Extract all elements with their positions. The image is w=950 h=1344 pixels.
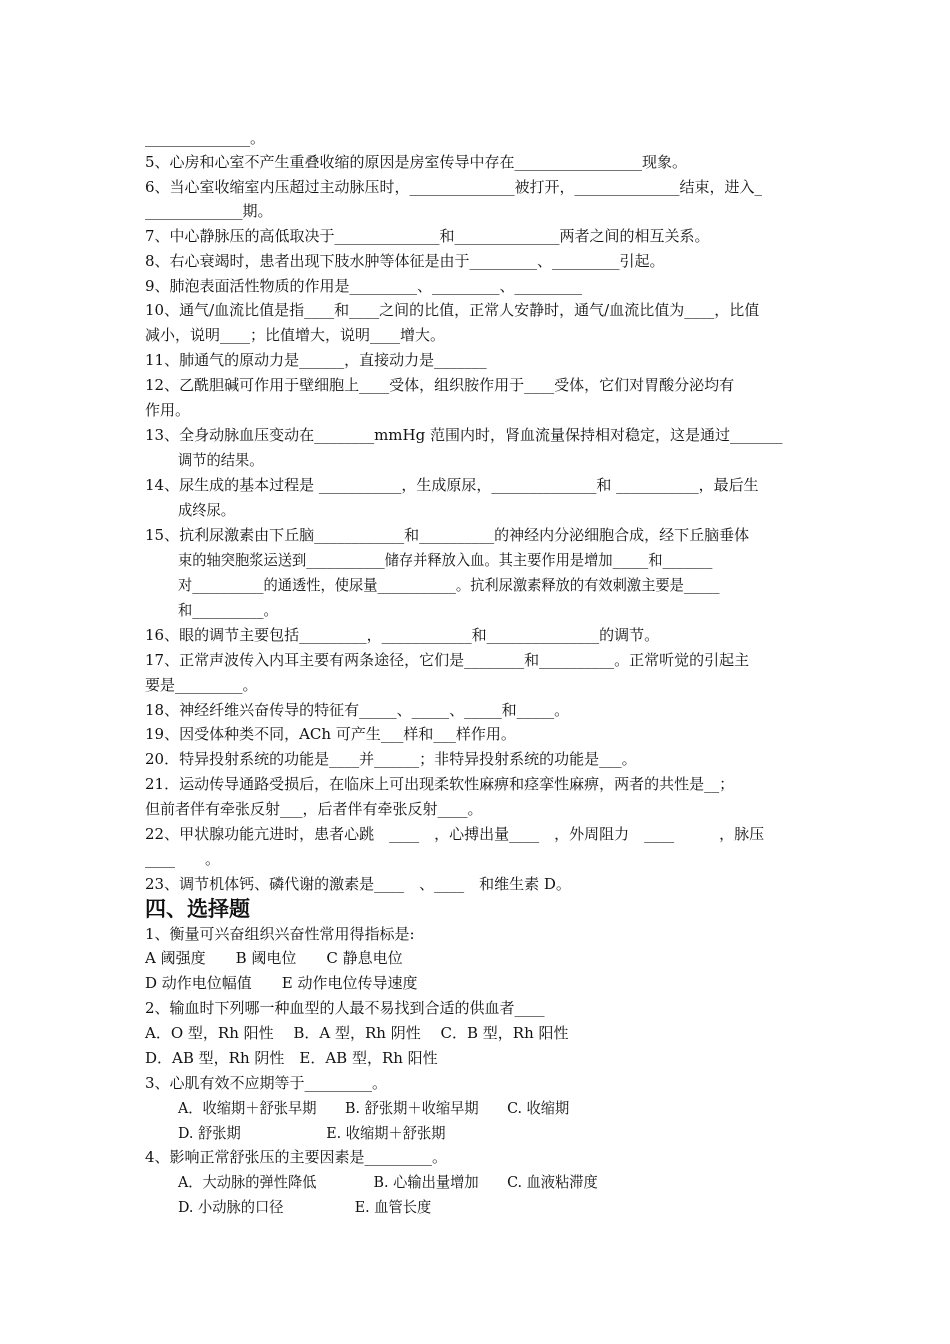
section-heading: 四、选择题 xyxy=(145,896,250,921)
text-line: 13、全身动脉血压变动在________mmHg 范围内时，肾血流量保持相对稳定，这是通过_______ xyxy=(145,426,783,444)
text-line: 1、衡量可兴奋组织兴奋性常用得指标是: xyxy=(145,925,415,943)
text-line: 20．特异投射系统的功能是____并______；非特异投射系统的功能是___。 xyxy=(145,750,637,768)
text-line: D．AB 型，Rh 阴性 E．AB 型，Rh 阳性 xyxy=(145,1049,438,1067)
text-line: 2、输血时下列哪一种血型的人最不易找到合适的供血者____ xyxy=(145,999,545,1017)
text-line: 成终尿。 xyxy=(178,501,236,519)
text-line: 23、调节机体钙、磷代谢的激素是____ 、____ 和维生素 D。 xyxy=(145,875,571,893)
text-line: A 阈强度 B 阈电位 C 静息电位 xyxy=(145,949,403,967)
text-line: 22、甲状腺功能亢进时，患者心跳 ____ ，心搏出量____ ，外周阻力 ____ ，脉压 xyxy=(145,825,765,843)
text-line: 减小，说明____；比值增大，说明____增大。 xyxy=(145,326,446,344)
text-line: 10、通气/血流比值是指____和____之间的比值，正常人安静时，通气/血流比值为____，比值 xyxy=(145,301,760,319)
text-line: D. 小动脉的口径 E. 血管长度 xyxy=(178,1198,432,1216)
text-line: 8、右心衰竭时，患者出现下肢水肿等体征是由于_________、_________引起。 xyxy=(145,252,665,270)
text-line: D. 舒张期 E. 收缩期＋舒张期 xyxy=(178,1124,446,1142)
text-line: 6、当心室收缩室内压超过主动脉压时，______________被打开，______________结束，进入_ xyxy=(145,178,763,196)
text-line: A．大动脉的弹性降低 B. 心输出量增加 C. 血液粘滞度 xyxy=(178,1173,598,1191)
text-line: 18、神经纤维兴奋传导的特征有_____、_____、_____和_____。 xyxy=(145,701,570,719)
text-line: 但前者伴有牵张反射___，后者伴有牵张反射____。 xyxy=(145,800,483,818)
text-line: 和__________。 xyxy=(178,601,278,619)
text-line: 9、肺泡表面活性物质的作用是_________、_________、_________ xyxy=(145,277,583,295)
text-line: ____ 。 xyxy=(145,850,221,868)
text-line: A．O 型，Rh 阳性 B．A 型，Rh 阴性 C．B 型，Rh 阳性 xyxy=(145,1024,569,1042)
text-line: 11、肺通气的原动力是______，直接动力是_______ xyxy=(145,351,487,369)
text-line: 16、眼的调节主要包括_________，____________和_______________的调节。 xyxy=(145,626,660,644)
text-line: 对__________的通透性，使尿量___________。抗利尿激素释放的有效刺激主要是_____ xyxy=(178,576,720,594)
text-line: 17、正常声波传入内耳主要有两条途径，它们是________和__________。正常听觉的引起主 xyxy=(145,651,750,669)
text-line: 要是_________。 xyxy=(145,676,258,694)
text-line: 作用。 xyxy=(145,401,191,419)
text-line: 15、抗利尿激素由下丘脑____________和__________的神经内分泌细胞合成，经下丘脑垂体 xyxy=(145,526,750,544)
text-line: 21．运动传导通路受损后，在临床上可出现柔软性麻痹和痉挛性麻痹，两者的共性是__； xyxy=(145,775,735,793)
text-line: 3、心肌有效不应期等于_________。 xyxy=(145,1074,388,1092)
text-line: 束的轴突胞浆运送到___________储存并释放入血。其主要作用是增加_____和_______ xyxy=(178,551,713,569)
text-line: 调节的结果。 xyxy=(178,451,264,469)
text-line: D 动作电位幅值 E 动作电位传导速度 xyxy=(145,974,418,992)
text-line: 7、中心静脉压的高低取决于______________和______________两者之间的相互关系。 xyxy=(145,227,710,245)
text-line: _____________期。 xyxy=(145,202,273,220)
text-line: 14、尿生成的基本过程是 ___________，生成原尿，______________和 ___________，最后生 xyxy=(145,476,759,494)
text-line: ______________。 xyxy=(145,129,266,147)
text-line: 19、因受体种类不同，ACh 可产生___样和___样作用。 xyxy=(145,725,516,743)
text-line: 5、心房和心室不产生重叠收缩的原因是房室传导中存在_________________现象。 xyxy=(145,153,688,171)
text-line: 12、乙酰胆碱可作用于壁细胞上____受体，组织胺作用于____受体，它们对胃酸分泌均有 xyxy=(145,376,735,394)
text-line: 4、影响正常舒张压的主要因素是_________。 xyxy=(145,1148,448,1166)
text-line: A．收缩期＋舒张早期 B. 舒张期＋收缩早期 C. 收缩期 xyxy=(178,1099,570,1117)
